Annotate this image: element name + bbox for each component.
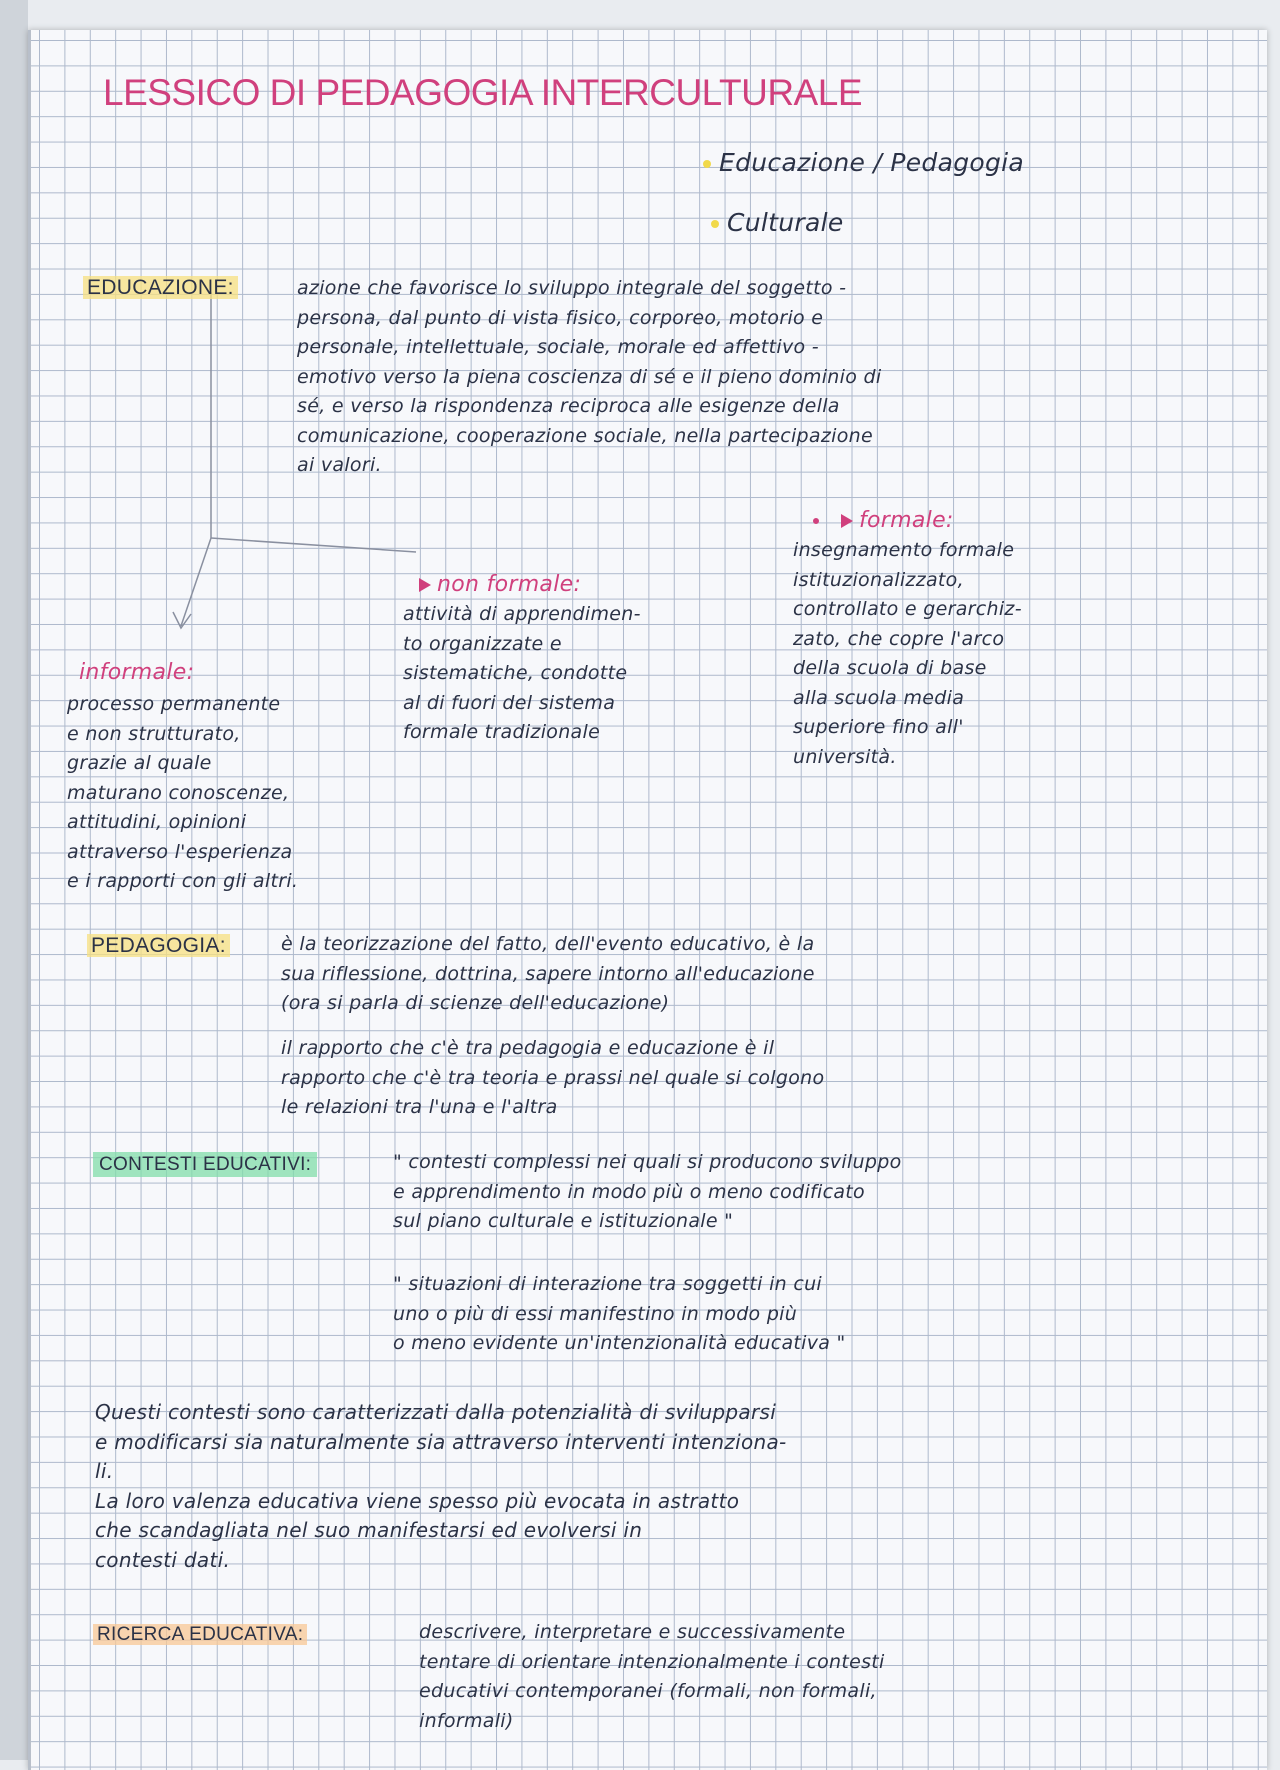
connector-to-center xyxy=(211,538,416,552)
formale-definition: insegnamento formale istituzionalizzato, controllato e gerarchiz- zato, che copre l'arco della scuola di base alla scuola media superiore fino all' università. xyxy=(793,539,1022,768)
ricerca-heading xyxy=(93,1624,307,1646)
contesti-heading xyxy=(93,1154,317,1176)
bullet-item xyxy=(711,208,844,237)
connector-to-informale xyxy=(181,538,211,626)
contesti-paragraph: Questi contesti sono caratterizzati dalla potenzialità di svilupparsi e modificarsi sia naturalmente sia attraverso interventi intenziona- li. La loro valenza educativa viene spesso più evocata in astratto che scandagliata nel suo manifestarsi ed evolversi in contesti dati. xyxy=(95,1400,787,1572)
page-title: LESSICO DI PEDAGOGIA INTERCULTURALE xyxy=(103,72,862,113)
pedagogia-definition: è la teorizzazione del fatto, dell'evento educativo, è la sua riflessione, dottrina, sapere intorno all'educazione (ora si parla di scienze dell'educazione) xyxy=(281,933,815,1014)
bullet-item xyxy=(703,148,1024,177)
binder-edge xyxy=(0,0,28,1760)
bullet-label: Culturale xyxy=(727,208,844,237)
non-formale-definition: attività di apprendimen- to organizzate e sistematiche, condotte al di fuori del sistema formale tradizionale xyxy=(403,603,641,743)
arrow-icon xyxy=(419,578,431,592)
ricerca-heading-label: RICERCA EDUCATIVA: xyxy=(93,1624,307,1645)
informale-definition: processo permanente e non strutturato, grazie al quale maturano conoscenze, attitudini, opinioni attraverso l'esperienza e i rapporti con gli altri. xyxy=(67,693,299,892)
contesti-quote-1: " contesti complessi nei quali si producono sviluppo e apprendimento in modo più o meno codificato sul piano culturale e istituzionale " xyxy=(393,1151,902,1232)
educazione-definition: azione che favorisce lo sviluppo integrale del soggetto - persona, dal punto di vista fisico, corporeo, motorio e personale, intellettuale, sociale, morale ed affettivo - emotivo verso la piena coscienza di sé e il pieno dominio di sé, e verso la rispondenza reciproca alle esigenze della comunicazione, cooperazione sociale, nella partecipazione ai valori. xyxy=(297,277,882,476)
ricerca-definition: descrivere, interpretare e successivamente tentare di orientare intenzionalmente i contesti educativi contemporanei (formali, non formali, informali) xyxy=(419,1621,885,1732)
bullet-label: Educazione / Pedagogia xyxy=(719,148,1025,177)
educazione-heading-label: EDUCAZIONE: xyxy=(83,276,238,299)
formale-heading xyxy=(813,508,954,533)
arrow-icon xyxy=(841,514,853,528)
non-formale-heading-label: non formale: xyxy=(437,572,582,597)
bullet-dot-icon xyxy=(703,160,711,168)
pedagogia-heading-label: PEDAGOGIA: xyxy=(87,934,230,957)
bullet-dot-icon xyxy=(711,220,719,228)
non-formale-heading xyxy=(419,572,581,597)
contesti-heading-label: CONTESTI EDUCATIVI: xyxy=(93,1152,317,1177)
educazione-heading xyxy=(83,276,238,300)
pedagogia-heading xyxy=(87,934,230,958)
arrow-head-informale xyxy=(173,612,191,628)
notebook-page xyxy=(28,30,1267,1770)
informale-heading: informale: xyxy=(79,660,195,685)
contesti-quote-2: " situazioni di interazione tra soggetti in cui uno o più di essi manifestino in modo più o meno evidente un'intenzionalità educativa " xyxy=(393,1273,846,1354)
pedagogia-relation: il rapporto che c'è tra pedagogia e educazione è il rapporto che c'è tra teoria e prassi nel quale si colgono le relazioni tra l'una e l'altra xyxy=(281,1037,825,1118)
pink-dot-icon xyxy=(813,518,819,524)
formale-heading-label: formale: xyxy=(859,508,954,533)
